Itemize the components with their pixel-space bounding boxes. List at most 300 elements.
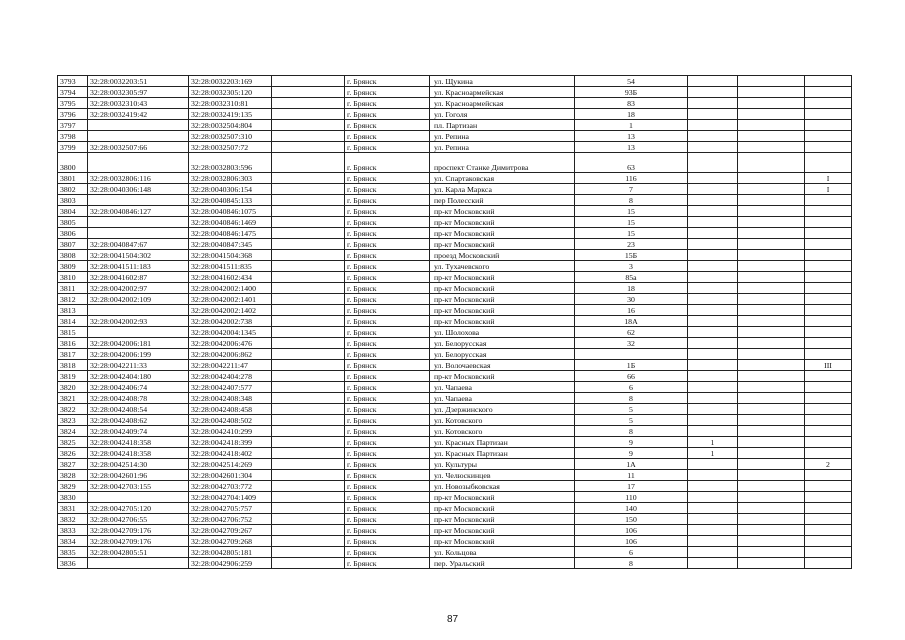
empty-cell: [272, 98, 345, 109]
building-cadastral-number-cell: 32:28:0042514:269: [189, 459, 272, 470]
table-row: [58, 547, 852, 558]
row-number-cell: 3833: [58, 525, 88, 536]
row-number-cell: 3818: [58, 360, 88, 371]
letter-cell: [805, 98, 852, 109]
letter-cell: [805, 349, 852, 360]
cadastral-number-cell: 32:28:0040306:148: [88, 184, 189, 195]
cadastral-number-cell: 32:28:0042418:358: [88, 437, 189, 448]
building-corpus-cell: [688, 360, 738, 371]
row-number-cell: 3796: [58, 109, 88, 120]
table-row: [58, 338, 852, 349]
house-number-cell: 1Б: [575, 360, 688, 371]
table-row: [58, 503, 852, 514]
letter-cell: [805, 558, 852, 569]
house-number-cell: 5: [575, 415, 688, 426]
building-cadastral-number-cell: 32:28:0032507:72: [189, 142, 272, 153]
street-cell: проспект Станке Димитрова: [430, 153, 575, 173]
city-cell: г. Брянск: [345, 294, 430, 305]
building-corpus-cell: [688, 217, 738, 228]
empty-cell: [272, 195, 345, 206]
letter-cell: [805, 481, 852, 492]
house-number-cell: 66: [575, 371, 688, 382]
row-number-cell: 3810: [58, 272, 88, 283]
building-cadastral-number-cell: 32:28:0041602:434: [189, 272, 272, 283]
empty-cell: [738, 131, 805, 142]
row-number-cell: 3811: [58, 283, 88, 294]
row-number-cell: 3823: [58, 415, 88, 426]
row-number-cell: 3798: [58, 131, 88, 142]
empty-cell: [738, 426, 805, 437]
building-corpus-cell: [688, 98, 738, 109]
city-cell: г. Брянск: [345, 142, 430, 153]
empty-cell: [272, 142, 345, 153]
building-cadastral-number-cell: 32:28:0042704:1409: [189, 492, 272, 503]
letter-cell: [805, 261, 852, 272]
street-cell: ул. Тухачевского: [430, 261, 575, 272]
street-cell: пр-кт Московский: [430, 525, 575, 536]
street-cell: ул. Кольцова: [430, 547, 575, 558]
empty-cell: [738, 349, 805, 360]
empty-cell: [272, 415, 345, 426]
city-cell: г. Брянск: [345, 393, 430, 404]
cadastral-number-cell: 32:28:0040847:67: [88, 239, 189, 250]
cadastral-number-cell: 32:28:0032310:43: [88, 98, 189, 109]
building-cadastral-number-cell: 32:28:0042006:862: [189, 349, 272, 360]
cadastral-number-cell: 32:28:0041602:87: [88, 272, 189, 283]
house-number-cell: 6: [575, 547, 688, 558]
table-row: [58, 492, 852, 503]
house-number-cell: 15: [575, 217, 688, 228]
empty-cell: [272, 305, 345, 316]
street-cell: пр-кт Московский: [430, 206, 575, 217]
cadastral-number-cell: [88, 153, 189, 173]
building-cadastral-number-cell: 32:28:0042211:47: [189, 360, 272, 371]
empty-cell: [738, 437, 805, 448]
street-cell: пер Полесский: [430, 195, 575, 206]
house-number-cell: 30: [575, 294, 688, 305]
building-corpus-cell: [688, 142, 738, 153]
row-number-cell: 3817: [58, 349, 88, 360]
building-corpus-cell: [688, 153, 738, 173]
house-number-cell: 8: [575, 558, 688, 569]
letter-cell: [805, 470, 852, 481]
house-number-cell: 150: [575, 514, 688, 525]
table-row: [58, 393, 852, 404]
empty-cell: [738, 184, 805, 195]
empty-cell: [272, 558, 345, 569]
empty-cell: [738, 316, 805, 327]
table-row: [58, 294, 852, 305]
street-cell: пр-кт Московский: [430, 228, 575, 239]
building-cadastral-number-cell: 32:28:0042407:577: [189, 382, 272, 393]
house-number-cell: 5: [575, 404, 688, 415]
letter-cell: [805, 142, 852, 153]
city-cell: г. Брянск: [345, 525, 430, 536]
empty-cell: [272, 294, 345, 305]
table-row: [58, 415, 852, 426]
cadastral-number-cell: [88, 558, 189, 569]
city-cell: г. Брянск: [345, 404, 430, 415]
letter-cell: [805, 76, 852, 87]
row-number-cell: 3822: [58, 404, 88, 415]
empty-cell: [738, 283, 805, 294]
cadastral-number-cell: [88, 195, 189, 206]
house-number-cell: 9: [575, 448, 688, 459]
building-corpus-cell: [688, 492, 738, 503]
city-cell: г. Брянск: [345, 437, 430, 448]
building-corpus-cell: [688, 503, 738, 514]
street-cell: ул. Красноармейская: [430, 87, 575, 98]
table-row: [58, 536, 852, 547]
cadastral-number-cell: 32:28:0042404:180: [88, 371, 189, 382]
building-cadastral-number-cell: 32:28:0032419:135: [189, 109, 272, 120]
empty-cell: [272, 503, 345, 514]
building-cadastral-number-cell: 32:28:0040306:154: [189, 184, 272, 195]
letter-cell: [805, 404, 852, 415]
cadastral-number-cell: [88, 131, 189, 142]
house-number-cell: 8: [575, 393, 688, 404]
cadastral-number-cell: 32:28:0042211:33: [88, 360, 189, 371]
house-number-cell: 140: [575, 503, 688, 514]
empty-cell: [272, 173, 345, 184]
empty-cell: [272, 481, 345, 492]
building-cadastral-number-cell: 32:28:0042006:476: [189, 338, 272, 349]
house-number-cell: 85а: [575, 272, 688, 283]
building-corpus-cell: [688, 272, 738, 283]
street-cell: ул. Карла Маркса: [430, 184, 575, 195]
house-number-cell: 54: [575, 76, 688, 87]
empty-cell: [738, 360, 805, 371]
building-cadastral-number-cell: 32:28:0032806:303: [189, 173, 272, 184]
house-number-cell: 63: [575, 153, 688, 173]
table-row: [58, 404, 852, 415]
table-row: [58, 120, 852, 131]
empty-cell: [738, 503, 805, 514]
empty-cell: [738, 514, 805, 525]
city-cell: г. Брянск: [345, 76, 430, 87]
empty-cell: [738, 459, 805, 470]
cadastral-number-cell: 32:28:0042006:181: [88, 338, 189, 349]
building-cadastral-number-cell: 32:28:0042404:278: [189, 371, 272, 382]
cadastral-number-cell: 32:28:0042406:74: [88, 382, 189, 393]
empty-cell: [738, 261, 805, 272]
house-number-cell: 11: [575, 470, 688, 481]
city-cell: г. Брянск: [345, 316, 430, 327]
empty-cell: [272, 327, 345, 338]
house-number-cell: 23: [575, 239, 688, 250]
building-cadastral-number-cell: 32:28:0042805:181: [189, 547, 272, 558]
empty-cell: [738, 228, 805, 239]
letter-cell: [805, 250, 852, 261]
empty-cell: [738, 525, 805, 536]
street-cell: пр-кт Московский: [430, 272, 575, 283]
street-cell: ул. Белорусская: [430, 349, 575, 360]
street-cell: ул. Волочаевская: [430, 360, 575, 371]
empty-cell: [272, 393, 345, 404]
building-corpus-cell: [688, 349, 738, 360]
building-cadastral-number-cell: 32:28:0042906:259: [189, 558, 272, 569]
street-cell: пр-кт Московский: [430, 283, 575, 294]
cadastral-number-cell: 32:28:0042408:62: [88, 415, 189, 426]
building-corpus-cell: [688, 261, 738, 272]
street-cell: ул. Чапаева: [430, 382, 575, 393]
house-number-cell: 116: [575, 173, 688, 184]
empty-cell: [738, 206, 805, 217]
empty-cell: [272, 250, 345, 261]
street-cell: ул. Чапаева: [430, 393, 575, 404]
cadastral-number-cell: 32:28:0042408:54: [88, 404, 189, 415]
building-cadastral-number-cell: 32:28:0042709:268: [189, 536, 272, 547]
building-cadastral-number-cell: 32:28:0040846:1475: [189, 228, 272, 239]
row-number-cell: 3820: [58, 382, 88, 393]
empty-cell: [738, 250, 805, 261]
letter-cell: [805, 294, 852, 305]
empty-cell: [738, 109, 805, 120]
row-number-cell: 3825: [58, 437, 88, 448]
house-number-cell: 13: [575, 131, 688, 142]
table-row: [58, 360, 852, 371]
row-number-cell: 3831: [58, 503, 88, 514]
row-number-cell: 3808: [58, 250, 88, 261]
empty-cell: [738, 120, 805, 131]
empty-cell: [272, 547, 345, 558]
building-cadastral-number-cell: 32:28:0042418:399: [189, 437, 272, 448]
table-row: [58, 448, 852, 459]
building-corpus-cell: [688, 459, 738, 470]
page-number: 87: [446, 614, 459, 625]
house-number-cell: 8: [575, 426, 688, 437]
city-cell: г. Брянск: [345, 503, 430, 514]
building-corpus-cell: [688, 87, 738, 98]
empty-cell: [738, 217, 805, 228]
table-row: [58, 261, 852, 272]
empty-cell: [272, 316, 345, 327]
letter-cell: [805, 503, 852, 514]
letter-cell: III: [805, 360, 852, 371]
letter-cell: [805, 316, 852, 327]
building-corpus-cell: [688, 426, 738, 437]
table-row: [58, 153, 852, 173]
street-cell: пр-кт Московский: [430, 492, 575, 503]
letter-cell: [805, 448, 852, 459]
cadastral-number-cell: 32:28:0042709:176: [88, 525, 189, 536]
empty-cell: [738, 415, 805, 426]
city-cell: г. Брянск: [345, 250, 430, 261]
building-cadastral-number-cell: 32:28:0042408:502: [189, 415, 272, 426]
building-corpus-cell: [688, 305, 738, 316]
building-cadastral-number-cell: 32:28:0040846:1469: [189, 217, 272, 228]
table-row: [58, 459, 852, 470]
house-number-cell: 15: [575, 228, 688, 239]
letter-cell: [805, 87, 852, 98]
house-number-cell: 110: [575, 492, 688, 503]
building-cadastral-number-cell: 32:28:0042705:757: [189, 503, 272, 514]
building-corpus-cell: [688, 371, 738, 382]
building-corpus-cell: [688, 283, 738, 294]
row-number-cell: 3832: [58, 514, 88, 525]
building-corpus-cell: [688, 558, 738, 569]
city-cell: г. Брянск: [345, 360, 430, 371]
building-corpus-cell: [688, 525, 738, 536]
letter-cell: [805, 109, 852, 120]
building-corpus-cell: [688, 514, 738, 525]
cadastral-number-cell: [88, 305, 189, 316]
city-cell: г. Брянск: [345, 558, 430, 569]
empty-cell: [738, 87, 805, 98]
cadastral-number-cell: 32:28:0032305:97: [88, 87, 189, 98]
empty-cell: [272, 228, 345, 239]
empty-cell: [738, 547, 805, 558]
row-number-cell: 3816: [58, 338, 88, 349]
cadastral-number-cell: 32:28:0042514:30: [88, 459, 189, 470]
row-number-cell: 3812: [58, 294, 88, 305]
row-number-cell: 3801: [58, 173, 88, 184]
city-cell: г. Брянск: [345, 283, 430, 294]
building-corpus-cell: [688, 184, 738, 195]
city-cell: г. Брянск: [345, 184, 430, 195]
city-cell: г. Брянск: [345, 153, 430, 173]
house-number-cell: 18: [575, 283, 688, 294]
building-corpus-cell: [688, 250, 738, 261]
table-row: [58, 142, 852, 153]
city-cell: г. Брянск: [345, 206, 430, 217]
street-cell: пр-кт Московский: [430, 316, 575, 327]
building-corpus-cell: [688, 547, 738, 558]
table-row: [58, 239, 852, 250]
empty-cell: [272, 184, 345, 195]
building-corpus-cell: [688, 470, 738, 481]
table-row: [58, 525, 852, 536]
house-number-cell: 7: [575, 184, 688, 195]
empty-cell: [738, 404, 805, 415]
street-cell: пл. Партизан: [430, 120, 575, 131]
building-cadastral-number-cell: 32:28:0032507:310: [189, 131, 272, 142]
building-cadastral-number-cell: 32:28:0042002:1400: [189, 283, 272, 294]
table-row: [58, 76, 852, 87]
house-number-cell: 15Б: [575, 250, 688, 261]
city-cell: г. Брянск: [345, 536, 430, 547]
building-cadastral-number-cell: 32:28:0032504:804: [189, 120, 272, 131]
letter-cell: [805, 327, 852, 338]
row-number-cell: 3827: [58, 459, 88, 470]
building-cadastral-number-cell: 32:28:0042706:752: [189, 514, 272, 525]
empty-cell: [272, 261, 345, 272]
building-corpus-cell: [688, 206, 738, 217]
row-number-cell: 3834: [58, 536, 88, 547]
building-cadastral-number-cell: 32:28:0041504:368: [189, 250, 272, 261]
building-corpus-cell: [688, 338, 738, 349]
house-number-cell: 9: [575, 437, 688, 448]
letter-cell: [805, 536, 852, 547]
street-cell: ул. Челюскинцев: [430, 470, 575, 481]
table-row: [58, 184, 852, 195]
street-cell: ул. Новозыбковская: [430, 481, 575, 492]
empty-cell: [738, 305, 805, 316]
street-cell: ул. Котовского: [430, 426, 575, 437]
city-cell: г. Брянск: [345, 338, 430, 349]
cadastral-number-cell: 32:28:0042601:96: [88, 470, 189, 481]
row-number-cell: 3828: [58, 470, 88, 481]
city-cell: г. Брянск: [345, 120, 430, 131]
street-cell: ул. Щукина: [430, 76, 575, 87]
street-cell: ул. Шолохова: [430, 327, 575, 338]
house-number-cell: 3: [575, 261, 688, 272]
table-row: [58, 131, 852, 142]
table-row: [58, 327, 852, 338]
row-number-cell: 3799: [58, 142, 88, 153]
empty-cell: [272, 437, 345, 448]
empty-cell: [272, 239, 345, 250]
row-number-cell: 3824: [58, 426, 88, 437]
row-number-cell: 3821: [58, 393, 88, 404]
empty-cell: [272, 349, 345, 360]
empty-cell: [738, 338, 805, 349]
row-number-cell: 3807: [58, 239, 88, 250]
empty-cell: [272, 109, 345, 120]
building-cadastral-number-cell: 32:28:0040846:1075: [189, 206, 272, 217]
street-cell: ул. Котовского: [430, 415, 575, 426]
table-row: [58, 382, 852, 393]
cadastral-number-cell: 32:28:0032507:66: [88, 142, 189, 153]
street-cell: ул. Гоголя: [430, 109, 575, 120]
building-corpus-cell: [688, 393, 738, 404]
city-cell: г. Брянск: [345, 98, 430, 109]
empty-cell: [738, 371, 805, 382]
building-cadastral-number-cell: 32:28:0042408:458: [189, 404, 272, 415]
cadastral-number-cell: [88, 228, 189, 239]
city-cell: г. Брянск: [345, 272, 430, 283]
letter-cell: [805, 228, 852, 239]
empty-cell: [272, 492, 345, 503]
table-row: [58, 283, 852, 294]
cadastral-number-cell: 32:28:0041504:302: [88, 250, 189, 261]
table-row: [58, 470, 852, 481]
row-number-cell: 3800: [58, 153, 88, 173]
building-cadastral-number-cell: 32:28:0042002:1402: [189, 305, 272, 316]
city-cell: г. Брянск: [345, 459, 430, 470]
table-row: [58, 371, 852, 382]
street-cell: пр-кт Московский: [430, 217, 575, 228]
building-corpus-cell: 1: [688, 448, 738, 459]
house-number-cell: [575, 349, 688, 360]
empty-cell: [272, 272, 345, 283]
row-number-cell: 3803: [58, 195, 88, 206]
city-cell: г. Брянск: [345, 228, 430, 239]
building-corpus-cell: [688, 327, 738, 338]
cadastral-number-cell: [88, 217, 189, 228]
row-number-cell: 3836: [58, 558, 88, 569]
building-corpus-cell: [688, 294, 738, 305]
cadastral-number-cell: 32:28:0032419:42: [88, 109, 189, 120]
building-corpus-cell: [688, 481, 738, 492]
house-number-cell: 83: [575, 98, 688, 109]
table-row: [58, 514, 852, 525]
house-number-cell: 62: [575, 327, 688, 338]
cadastral-number-cell: 32:28:0042709:176: [88, 536, 189, 547]
empty-cell: [738, 393, 805, 404]
cadastral-number-cell: [88, 120, 189, 131]
street-cell: пр-кт Московский: [430, 514, 575, 525]
empty-cell: [272, 448, 345, 459]
cadastral-number-cell: 32:28:0042706:55: [88, 514, 189, 525]
building-corpus-cell: [688, 404, 738, 415]
city-cell: г. Брянск: [345, 382, 430, 393]
empty-cell: [738, 272, 805, 283]
table-row: [58, 349, 852, 360]
street-cell: ул. Культуры: [430, 459, 575, 470]
letter-cell: [805, 206, 852, 217]
letter-cell: [805, 393, 852, 404]
